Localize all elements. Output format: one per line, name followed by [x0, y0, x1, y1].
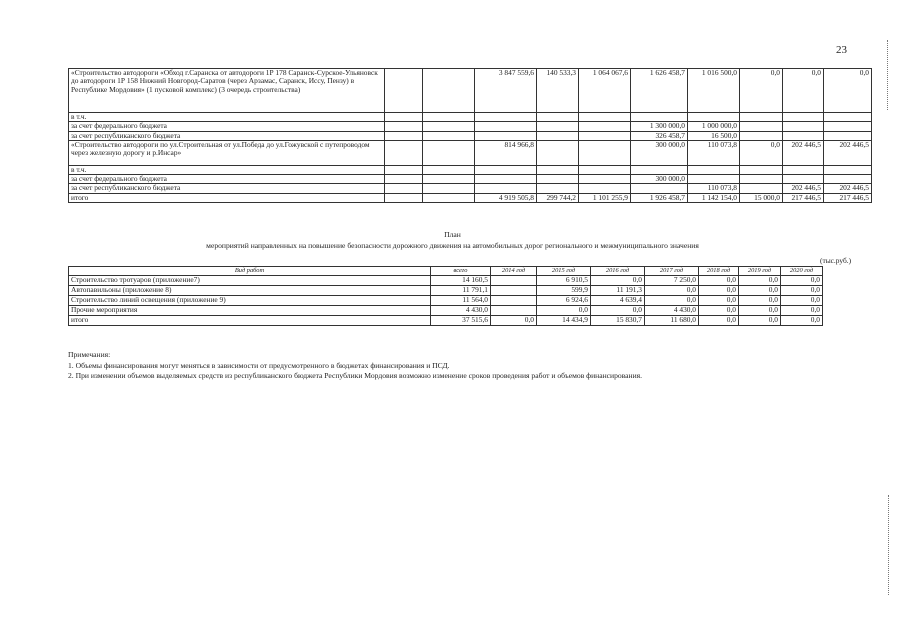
notes-heading: Примечания: [68, 350, 111, 359]
value-cell: 217 446,5 [783, 193, 824, 202]
value-cell [537, 122, 579, 131]
table-row [69, 286, 823, 296]
empty-cell [423, 140, 475, 165]
row-label: Прочие мероприятия [69, 306, 431, 316]
value-cell [824, 175, 872, 184]
scan-edge-mark [888, 495, 890, 595]
value-cell: 814 966,8 [475, 140, 537, 165]
column-header: 2016 год [591, 267, 645, 276]
value-cell: 6 910,5 [537, 276, 591, 286]
value-cell [783, 113, 824, 122]
row-label: за счет республиканского бюджета [69, 131, 385, 140]
value-cell [491, 286, 537, 296]
value-cell [824, 122, 872, 131]
value-cell: 15 000,0 [740, 193, 783, 202]
value-cell [740, 122, 783, 131]
value-cell: 0,0 [699, 316, 739, 326]
row-label: за счет республиканского бюджета [69, 184, 385, 193]
value-cell: 1 626 458,7 [631, 69, 688, 113]
value-cell: 6 924,6 [537, 296, 591, 306]
value-cell [475, 184, 537, 193]
row-label: итого [69, 193, 385, 202]
row-label: Строительство линий освещения (приложение 9) [69, 296, 431, 306]
value-cell: 0,0 [824, 69, 872, 113]
empty-cell [385, 131, 423, 140]
value-cell: 0,0 [699, 306, 739, 316]
plan-title: План [444, 230, 461, 239]
notes [68, 350, 642, 382]
value-cell: 300 000,0 [631, 175, 688, 184]
value-cell: 0,0 [739, 296, 781, 306]
value-cell [475, 122, 537, 131]
value-cell [537, 184, 579, 193]
value-cell: 0,0 [781, 306, 823, 316]
value-cell: 0,0 [739, 316, 781, 326]
value-cell: 599,9 [537, 286, 591, 296]
table-row [69, 306, 823, 316]
value-cell: 4 430,0 [645, 306, 699, 316]
note-item: 2. При изменении объемов выделяемых средств из республиканского бюджета Республики Мордовия возможно изменение сроков проведения работ и объемов финансирования. [68, 371, 643, 380]
table-row [69, 131, 872, 140]
value-cell [740, 175, 783, 184]
value-cell [579, 175, 631, 184]
value-cell: 0,0 [645, 296, 699, 306]
table-row [69, 193, 872, 202]
value-cell: 11 680,0 [645, 316, 699, 326]
value-cell: 0,0 [781, 316, 823, 326]
row-label: за счет федерального бюджета [69, 122, 385, 131]
row-label: за счет федерального бюджета [69, 175, 385, 184]
value-cell: 0,0 [699, 286, 739, 296]
value-cell: 11 791,1 [431, 286, 491, 296]
value-cell [579, 113, 631, 122]
table-row [69, 296, 823, 306]
value-cell: 0,0 [491, 316, 537, 326]
value-cell [783, 131, 824, 140]
empty-cell [385, 193, 423, 202]
value-cell: 110 073,8 [688, 140, 740, 165]
value-cell: 0,0 [739, 276, 781, 286]
empty-cell [423, 69, 475, 113]
column-header: 2014 год [491, 267, 537, 276]
value-cell: 202 446,5 [824, 184, 872, 193]
value-cell [740, 131, 783, 140]
value-cell: 0,0 [699, 296, 739, 306]
value-cell: 4 639,4 [591, 296, 645, 306]
value-cell: 0,0 [537, 306, 591, 316]
value-cell [579, 165, 631, 174]
empty-cell [385, 175, 423, 184]
row-label: в т.ч. [69, 113, 385, 122]
value-cell: 1 101 255,9 [579, 193, 631, 202]
value-cell: 0,0 [781, 286, 823, 296]
value-cell: 1 300 000,0 [631, 122, 688, 131]
value-cell [740, 184, 783, 193]
value-cell: 202 446,5 [783, 184, 824, 193]
row-label: Строительство тротуаров (приложение7) [69, 276, 431, 286]
table-row [69, 184, 872, 193]
value-cell: 0,0 [783, 69, 824, 113]
funding-table [68, 68, 872, 203]
column-header: Вид работ [69, 267, 431, 276]
empty-cell [385, 69, 423, 113]
value-cell: 140 533,3 [537, 69, 579, 113]
value-cell: 0,0 [739, 306, 781, 316]
value-cell: 0,0 [781, 276, 823, 286]
value-cell: 326 458,7 [631, 131, 688, 140]
empty-cell [385, 184, 423, 193]
value-cell: 16 500,0 [688, 131, 740, 140]
value-cell: 14 434,9 [537, 316, 591, 326]
empty-cell [423, 113, 475, 122]
value-cell: 15 830,7 [591, 316, 645, 326]
table-row [69, 276, 823, 286]
value-cell: 14 160,5 [431, 276, 491, 286]
empty-cell [385, 140, 423, 165]
value-cell: 37 515,6 [431, 316, 491, 326]
value-cell: 0,0 [591, 276, 645, 286]
value-cell [824, 131, 872, 140]
value-cell [537, 140, 579, 165]
column-header: 2017 год [645, 267, 699, 276]
value-cell [491, 296, 537, 306]
empty-cell [385, 122, 423, 131]
column-header: всего [431, 267, 491, 276]
value-cell [537, 165, 579, 174]
row-label: в т.ч. [69, 165, 385, 174]
header-row [69, 267, 823, 276]
value-cell: 0,0 [740, 140, 783, 165]
value-cell: 0,0 [645, 286, 699, 296]
value-cell: 4 919 505,8 [475, 193, 537, 202]
table-row [69, 165, 872, 174]
safety-plan-table [68, 266, 823, 326]
value-cell: 202 446,5 [824, 140, 872, 165]
value-cell [631, 113, 688, 122]
table-row [69, 316, 823, 326]
value-cell: 4 430,0 [431, 306, 491, 316]
column-header: 2018 год [699, 267, 739, 276]
value-cell [824, 165, 872, 174]
value-cell: 217 446,5 [824, 193, 872, 202]
value-cell [537, 131, 579, 140]
value-cell: 11 564,0 [431, 296, 491, 306]
scan-edge-mark [887, 40, 889, 110]
table-row [69, 69, 872, 113]
column-header: 2020 год [781, 267, 823, 276]
value-cell: 0,0 [740, 69, 783, 113]
table-row [69, 122, 872, 131]
plan-subtitle: мероприятий направленных на повышение безопасности дорожного движения на автомобильных дорог регионального и межмуниципального значения [206, 241, 699, 250]
value-cell [537, 113, 579, 122]
value-cell [475, 165, 537, 174]
page-number: 23 [836, 44, 847, 56]
value-cell [491, 306, 537, 316]
value-cell [740, 113, 783, 122]
row-label: Автопавильоны (приложение 8) [69, 286, 431, 296]
value-cell: 1 926 458,7 [631, 193, 688, 202]
value-cell: 110 073,8 [688, 184, 740, 193]
value-cell: 1 000 000,0 [688, 122, 740, 131]
value-cell [783, 175, 824, 184]
value-cell: 7 250,0 [645, 276, 699, 286]
value-cell [688, 165, 740, 174]
table-row [69, 113, 872, 122]
value-cell [579, 131, 631, 140]
value-cell [740, 165, 783, 174]
value-cell: 0,0 [739, 286, 781, 296]
column-header: 2015 год [537, 267, 591, 276]
value-cell: 0,0 [781, 296, 823, 306]
value-cell [631, 184, 688, 193]
value-cell: 202 446,5 [783, 140, 824, 165]
note-item: 1. Объемы финансирования могут меняться в зависимости от предусмотренного в бюджетах финансирования и ПСД. [68, 360, 450, 370]
value-cell: 299 744,2 [537, 193, 579, 202]
table-row [69, 140, 872, 165]
value-cell: 11 191,3 [591, 286, 645, 296]
value-cell [579, 122, 631, 131]
value-cell: 1 142 154,0 [688, 193, 740, 202]
value-cell [579, 140, 631, 165]
table-row [69, 175, 872, 184]
empty-cell [423, 165, 475, 174]
empty-cell [385, 113, 423, 122]
column-header: 2019 год [739, 267, 781, 276]
empty-cell [423, 184, 475, 193]
value-cell [783, 122, 824, 131]
units-label: (тыс.руб.) [820, 256, 852, 265]
value-cell [475, 113, 537, 122]
value-cell [783, 165, 824, 174]
value-cell: 0,0 [591, 306, 645, 316]
value-cell: 0,0 [699, 276, 739, 286]
value-cell [537, 175, 579, 184]
empty-cell [385, 165, 423, 174]
value-cell [688, 175, 740, 184]
value-cell: 3 847 559,6 [475, 69, 537, 113]
row-label: «Строительство автодороги «Обход г.Саранска от автодороги 1Р 178 Саранск-Сурское-Ульяновск до автодороги 1Р 158 Нижний Новгород-Саратов (через Арзамас, Саранск, Исcу, Пензу) в Республике Мордовия» (1 пусковой комплекс) (3 очередь строительства) [69, 69, 385, 113]
value-cell: 300 000,0 [631, 140, 688, 165]
row-label: итого [69, 316, 431, 326]
value-cell [475, 131, 537, 140]
empty-cell [423, 175, 475, 184]
value-cell [631, 165, 688, 174]
value-cell [579, 184, 631, 193]
empty-cell [423, 193, 475, 202]
value-cell: 1 064 067,6 [579, 69, 631, 113]
value-cell: 1 016 500,0 [688, 69, 740, 113]
value-cell [824, 113, 872, 122]
empty-cell [423, 122, 475, 131]
row-label: «Строительство автодороги по ул.Строительная от ул.Победа до ул.Гожувской с путепроводом через железную дорогу и р.Инсар» [69, 140, 385, 165]
value-cell [688, 113, 740, 122]
value-cell [475, 175, 537, 184]
value-cell [491, 276, 537, 286]
empty-cell [423, 131, 475, 140]
